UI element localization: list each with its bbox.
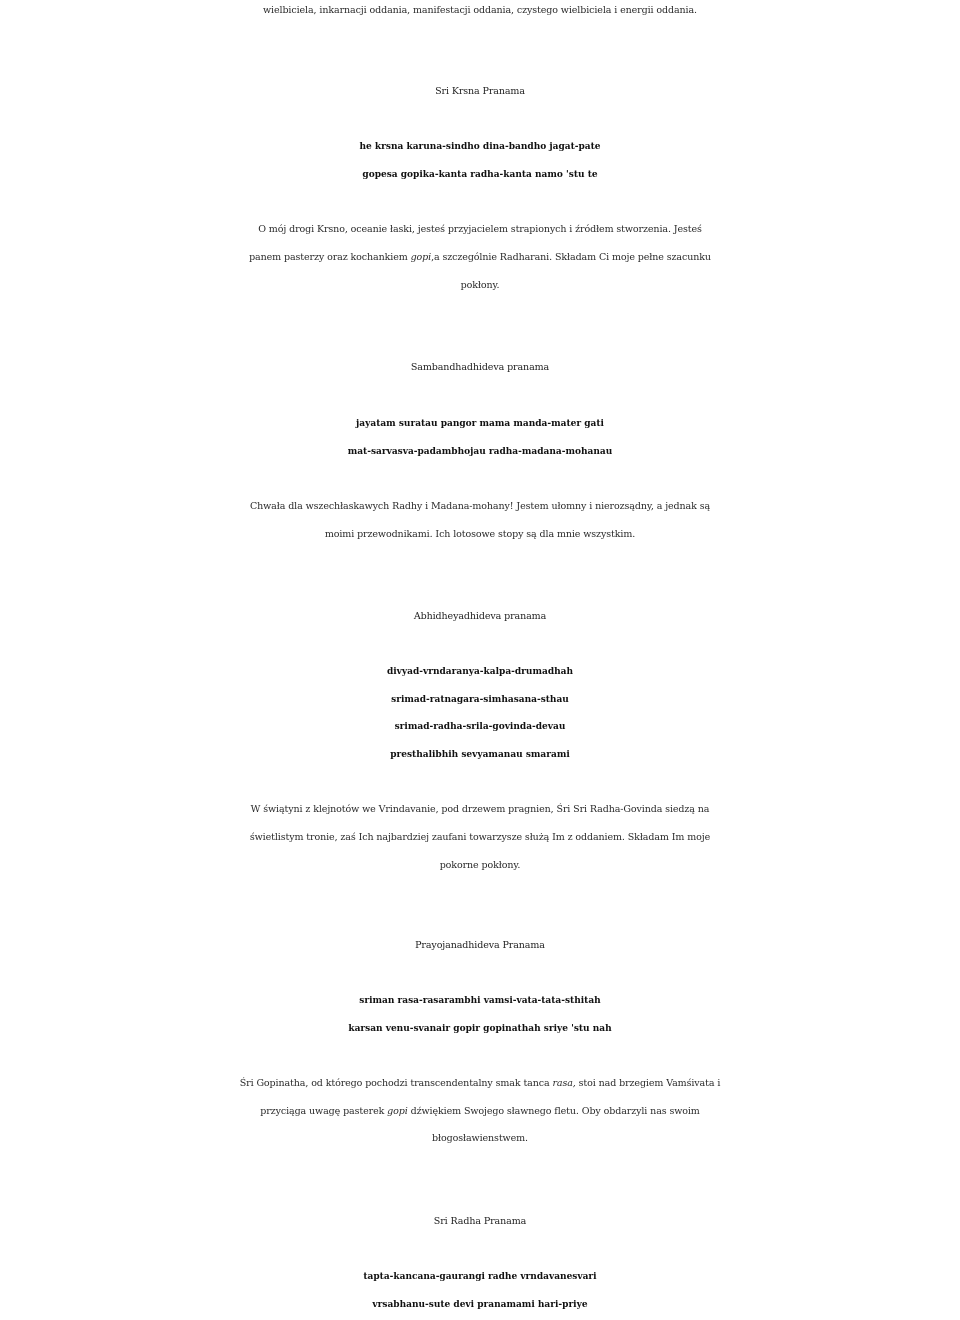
translation-text: przyciąga uwagę pasterek xyxy=(260,1106,388,1117)
translation-line: O mój drogi Krsno, oceanie łaski, jesteś przyjacielem strapionych i źródłem stworzenia. Jesteś xyxy=(258,224,702,235)
translation-line: świetlistym tronie, zaś Ich najbardziej zaufani towarzysze służą Im z oddaniem. Składam Im moje xyxy=(249,832,711,843)
section-title-sri-radha-pranama: Sri Radha Pranama xyxy=(433,1216,527,1227)
mantra-line: divyad-vrndaranya-kalpa-drumadhah xyxy=(386,667,574,677)
mantra-line: mat-sarvasva-padambhojau radha-madana-mohanau xyxy=(347,447,613,457)
translation-text: stoi nad brzegiem Vamśivata i xyxy=(575,1078,721,1089)
mantra-line: presthalibhih sevyamanau smarami xyxy=(390,750,570,760)
translation-line: moimi przewodnikami. Ich lotosowe stopy są dla mnie wszystkim. xyxy=(324,529,636,540)
mantra-line: sriman rasa-rasarambhi vamsi-vata-tata-sthitah xyxy=(359,996,601,1006)
translation-line xyxy=(0,244,960,272)
italic-term: gopi xyxy=(410,252,432,263)
translation-line: pokorne pokłony. xyxy=(439,860,521,871)
section-title-abhidheyadhideva-pranama: Abhidheyadhideva pranama xyxy=(413,611,547,622)
section-title-sri-krsna-pranama: Sri Krsna Pranama xyxy=(435,86,525,97)
mantra-line: karsan venu-svanair gopir gopinathah sriye 'stu nah xyxy=(348,1024,612,1034)
translation-line: Chwała dla wszechłaskawych Radhy i Madana-mohany! Jestem ułomny i nierozsądny, a jednak są xyxy=(249,501,711,512)
italic-term: rasa, xyxy=(552,1078,576,1089)
translation-line xyxy=(0,1098,960,1126)
mantra-line: vrsabhanu-sute devi pranamami hari-priye xyxy=(372,1300,588,1310)
translation-text: ,a szczególnie Radharani. Składam Ci moje pełne szacunku xyxy=(431,252,711,263)
mantra-line: srimad-ratnagara-simhasana-sthau xyxy=(391,695,569,705)
intro-line: wielbiciela, inkarnacji oddania, manifestacji oddania, czystego wielbiciela i energii oddania. xyxy=(263,5,697,16)
mantra-line: srimad-radha-srila-govinda-devau xyxy=(394,722,566,732)
italic-term: gopi xyxy=(387,1106,408,1117)
translation-line: błogosławienstwem. xyxy=(432,1133,528,1144)
translation-line xyxy=(0,1070,960,1098)
translation-line: pokłony. xyxy=(460,280,500,291)
translation-text: panem pasterzy oraz kochankiem xyxy=(249,252,411,263)
mantra-line: he krsna karuna-sindho dina-bandho jagat-pate xyxy=(359,142,601,152)
mantra-line: tapta-kancana-gaurangi radhe vrndavanesvari xyxy=(363,1272,597,1282)
translation-text: dźwiękiem Swojego sławnego fletu. Oby obdarzyli nas swoim xyxy=(407,1106,700,1117)
section-title-prayojanadhideva-pranama: Prayojanadhideva Pranama xyxy=(415,940,545,951)
mantra-line: gopesa gopika-kanta radha-kanta namo 'stu te xyxy=(362,170,598,180)
translation-line: W świątyni z klejnotów we Vrindavanie, pod drzewem pragnien, Śri Sri Radha-Govinda siedzą na xyxy=(250,804,710,815)
translation-text: Śri Gopinatha, od którego pochodzi transcendentalny smak tanca xyxy=(239,1078,553,1089)
section-title-sambandhadhideva-pranama: Sambandhadhideva pranama xyxy=(410,362,550,373)
mantra-line: jayatam suratau pangor mama manda-mater gati xyxy=(356,419,604,429)
